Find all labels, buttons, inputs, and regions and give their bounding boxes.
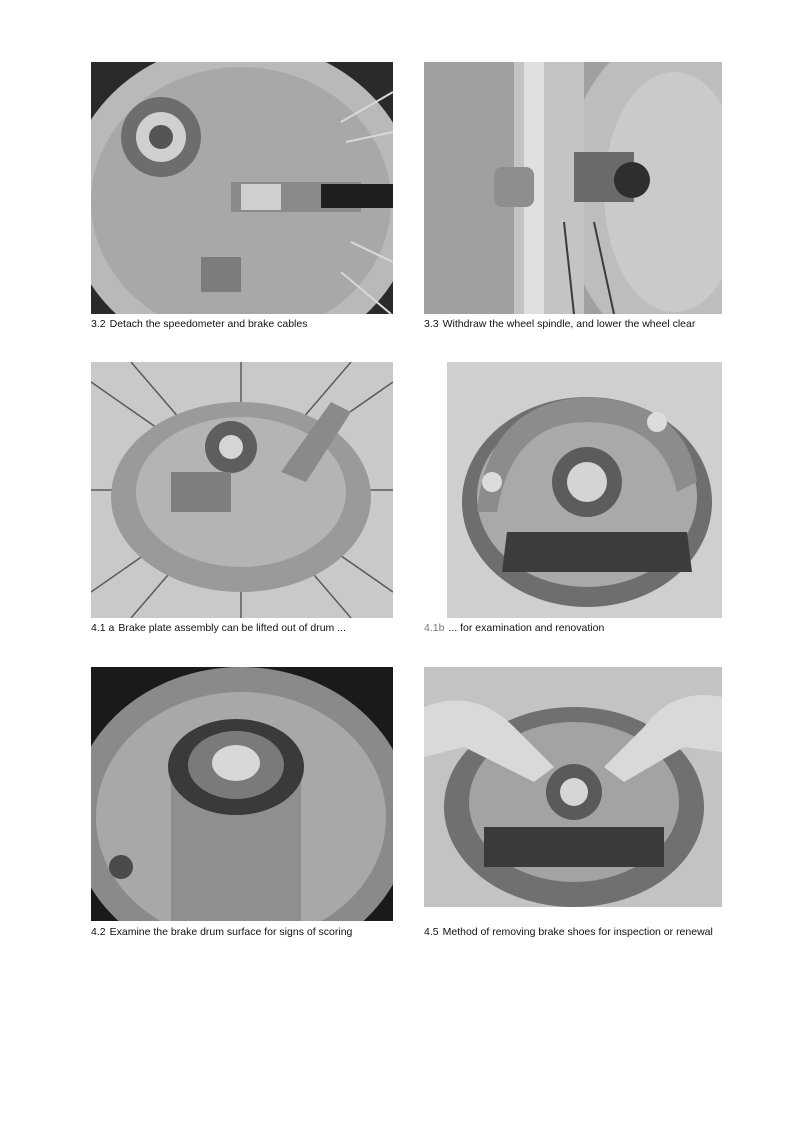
figure-number: 4.5 bbox=[424, 926, 439, 938]
figure-4-2-caption bbox=[91, 926, 352, 939]
figure-3-2-caption bbox=[91, 318, 307, 331]
figure-number: 4.1 a bbox=[91, 622, 115, 634]
figure-3-3-caption bbox=[424, 318, 695, 331]
caption-text: Brake plate assembly can be lifted out of drum ... bbox=[118, 622, 346, 634]
figure-number: 4.2 bbox=[91, 926, 106, 938]
caption-text: Method of removing brake shoes for inspection or renewal bbox=[442, 926, 713, 938]
figure-4-5-photo bbox=[424, 667, 722, 907]
figure-number: 4.1b bbox=[424, 622, 445, 634]
figure-4-2-photo bbox=[91, 667, 393, 921]
figure-number: 3.3 bbox=[424, 318, 439, 330]
caption-text: ... for examination and renovation bbox=[448, 622, 605, 634]
caption-text: Withdraw the wheel spindle, and lower the wheel clear bbox=[442, 318, 696, 330]
figure-3-3-photo bbox=[424, 62, 722, 314]
figure-4-1b-photo bbox=[447, 362, 722, 618]
figure-4-5-caption bbox=[424, 926, 713, 939]
figure-4-1b-caption bbox=[424, 622, 604, 635]
figure-4-1a-photo bbox=[91, 362, 393, 618]
figure-4-1a-caption bbox=[91, 622, 346, 635]
figure-number: 3.2 bbox=[91, 318, 106, 330]
caption-text: Examine the brake drum surface for signs of scoring bbox=[109, 926, 353, 938]
caption-text: Detach the speedometer and brake cables bbox=[109, 318, 308, 330]
figure-3-2-photo bbox=[91, 62, 393, 314]
